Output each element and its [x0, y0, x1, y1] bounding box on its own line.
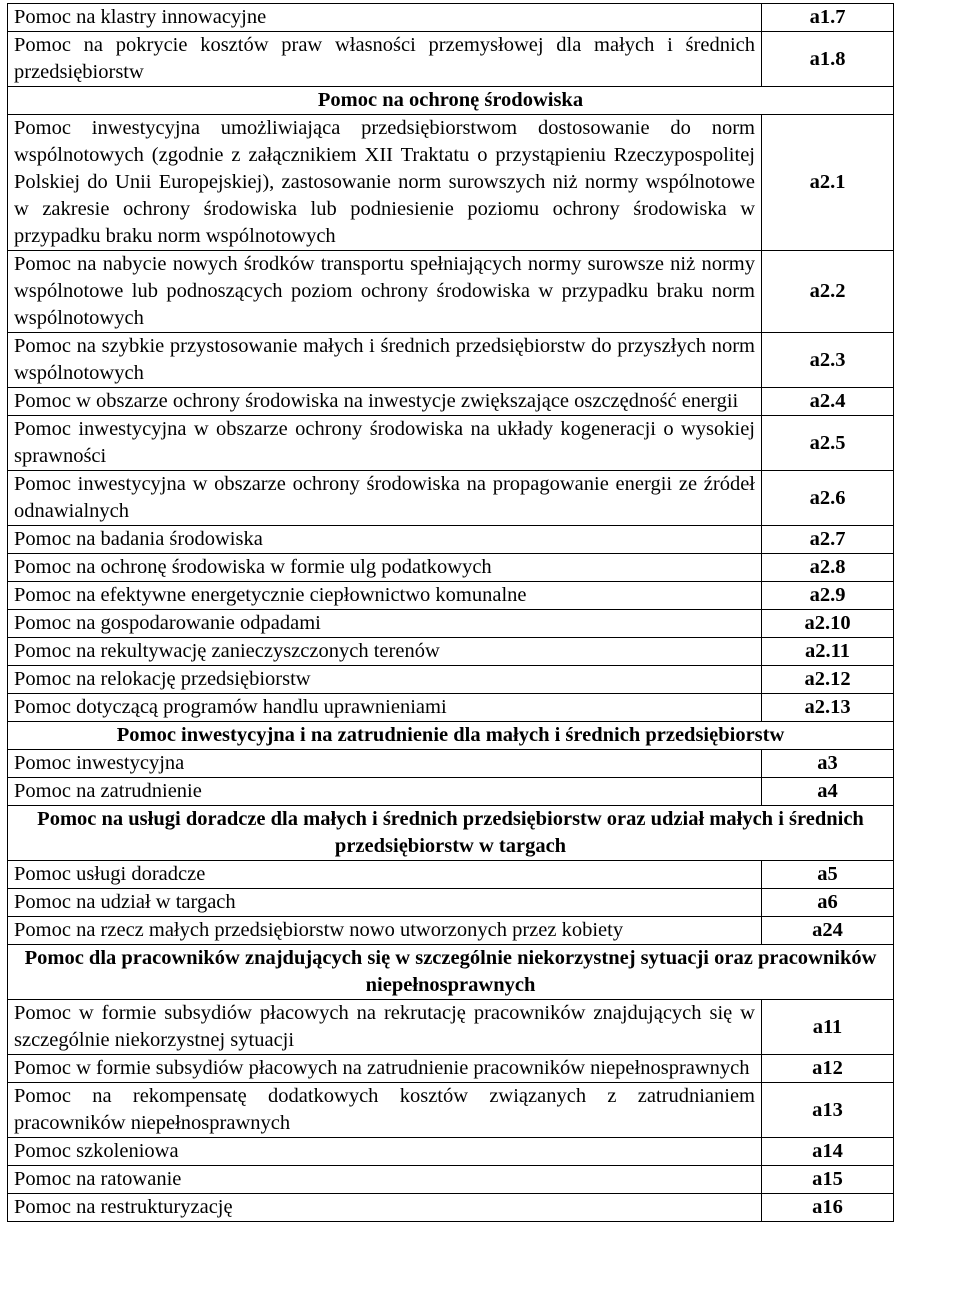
table-row — [8, 554, 894, 582]
table-row — [8, 416, 894, 471]
aid-code: a2.4 — [762, 388, 894, 416]
aid-description: Pomoc na relokację przedsiębiorstw — [8, 666, 762, 694]
table-row — [8, 778, 894, 806]
table-row — [8, 471, 894, 526]
aid-description: Pomoc na rekultywację zanieczyszczonych terenów — [8, 638, 762, 666]
aid-code: a2.7 — [762, 526, 894, 554]
aid-description: Pomoc usługi doradcze — [8, 861, 762, 889]
aid-description: Pomoc w formie subsydiów płacowych na rekrutację pracowników znajdujących się w szczególnie niekorzystnej sytuacji — [8, 1000, 762, 1055]
aid-code: a2.3 — [762, 333, 894, 388]
table-row — [8, 333, 894, 388]
table-row — [8, 582, 894, 610]
table-row — [8, 1138, 894, 1166]
table-row — [8, 917, 894, 945]
aid-description: Pomoc na ochronę środowiska w formie ulg podatkowych — [8, 554, 762, 582]
aid-description: Pomoc na gospodarowanie odpadami — [8, 610, 762, 638]
aid-code: a2.6 — [762, 471, 894, 526]
aid-code: a2.9 — [762, 582, 894, 610]
section-header: Pomoc na ochronę środowiska — [8, 87, 894, 115]
table-row — [8, 1055, 894, 1083]
section-header: Pomoc dla pracowników znajdujących się w szczególnie niekorzystnej sytuacji oraz pracowników niepełnosprawnych — [8, 945, 894, 1000]
aid-code: a2.12 — [762, 666, 894, 694]
table-row — [8, 750, 894, 778]
aid-description: Pomoc na ratowanie — [8, 1166, 762, 1194]
section-header: Pomoc na usługi doradcze dla małych i średnich przedsiębiorstw oraz udział małych i średnich przedsiębiorstw w targach — [8, 806, 894, 861]
aid-code: a1.8 — [762, 32, 894, 87]
aid-code: a2.5 — [762, 416, 894, 471]
aid-description: Pomoc szkoleniowa — [8, 1138, 762, 1166]
aid-categories-document — [7, 3, 893, 1222]
aid-code: a2.1 — [762, 115, 894, 251]
aid-description: Pomoc na restrukturyzację — [8, 1194, 762, 1222]
table-row — [8, 889, 894, 917]
aid-code: a3 — [762, 750, 894, 778]
table-row — [8, 526, 894, 554]
aid-code: a11 — [762, 1000, 894, 1055]
aid-description: Pomoc na pokrycie kosztów praw własności przemysłowej dla małych i średnich przedsiębiorstw — [8, 32, 762, 87]
section-header-row — [8, 87, 894, 115]
table-row — [8, 1083, 894, 1138]
aid-code: a2.11 — [762, 638, 894, 666]
table-row — [8, 115, 894, 251]
table-row — [8, 388, 894, 416]
aid-code: a2.8 — [762, 554, 894, 582]
table-row — [8, 4, 894, 32]
aid-description: Pomoc inwestycyjna — [8, 750, 762, 778]
aid-description: Pomoc w obszarze ochrony środowiska na inwestycje zwiększające oszczędność energii — [8, 388, 762, 416]
aid-code: a16 — [762, 1194, 894, 1222]
section-header-row — [8, 806, 894, 861]
aid-description: Pomoc inwestycyjna w obszarze ochrony środowiska na układy kogeneracji o wysokiej sprawności — [8, 416, 762, 471]
aid-description: Pomoc na efektywne energetycznie ciepłownictwo komunalne — [8, 582, 762, 610]
section-header-row — [8, 945, 894, 1000]
table-row — [8, 1000, 894, 1055]
aid-description: Pomoc na rekompensatę dodatkowych kosztów związanych z zatrudnianiem pracowników niepełnosprawnych — [8, 1083, 762, 1138]
aid-code: a6 — [762, 889, 894, 917]
aid-description: Pomoc na nabycie nowych środków transportu spełniających normy surowsze niż normy wspólnotowe lub podnoszących poziom ochrony środowiska w przypadku braku norm wspólnotowych — [8, 251, 762, 333]
aid-code: a2.13 — [762, 694, 894, 722]
table-row — [8, 666, 894, 694]
aid-description: Pomoc na udział w targach — [8, 889, 762, 917]
aid-code: a2.10 — [762, 610, 894, 638]
aid-description: Pomoc dotyczącą programów handlu uprawnieniami — [8, 694, 762, 722]
aid-code: a15 — [762, 1166, 894, 1194]
aid-description: Pomoc na szybkie przystosowanie małych i średnich przedsiębiorstw do przyszłych norm wspólnotowych — [8, 333, 762, 388]
aid-description: Pomoc na rzecz małych przedsiębiorstw nowo utworzonych przez kobiety — [8, 917, 762, 945]
aid-code: a2.2 — [762, 251, 894, 333]
aid-code: a13 — [762, 1083, 894, 1138]
aid-code: a14 — [762, 1138, 894, 1166]
aid-description: Pomoc na badania środowiska — [8, 526, 762, 554]
table-row — [8, 694, 894, 722]
aid-description: Pomoc na zatrudnienie — [8, 778, 762, 806]
aid-code: a5 — [762, 861, 894, 889]
table-row — [8, 251, 894, 333]
aid-description: Pomoc w formie subsydiów płacowych na zatrudnienie pracowników niepełnosprawnych — [8, 1055, 762, 1083]
aid-code: a4 — [762, 778, 894, 806]
aid-code: a24 — [762, 917, 894, 945]
section-header-row — [8, 722, 894, 750]
aid-code: a1.7 — [762, 4, 894, 32]
table-row — [8, 861, 894, 889]
aid-description: Pomoc na klastry innowacyjne — [8, 4, 762, 32]
aid-description: Pomoc inwestycyjna umożliwiająca przedsiębiorstwom dostosowanie do norm wspólnotowych (zgodnie z załącznikiem XII Traktatu o przystąpieniu Rzeczypospolitej Polskiej do Unii Europejskiej), zastosowanie norm surowszych niż normy wspólnotowe w zakresie ochrony środowiska lub podniesienie poziomu ochrony środowiska w przypadku braku norm wspólnotowych — [8, 115, 762, 251]
table-row — [8, 638, 894, 666]
aid-categories-table — [7, 3, 894, 1222]
section-header: Pomoc inwestycyjna i na zatrudnienie dla małych i średnich przedsiębiorstw — [8, 722, 894, 750]
aid-description: Pomoc inwestycyjna w obszarze ochrony środowiska na propagowanie energii ze źródeł odnawialnych — [8, 471, 762, 526]
table-row — [8, 1194, 894, 1222]
table-row — [8, 1166, 894, 1194]
table-row — [8, 610, 894, 638]
aid-categories-table-body — [8, 4, 894, 1222]
table-row — [8, 32, 894, 87]
aid-code: a12 — [762, 1055, 894, 1083]
